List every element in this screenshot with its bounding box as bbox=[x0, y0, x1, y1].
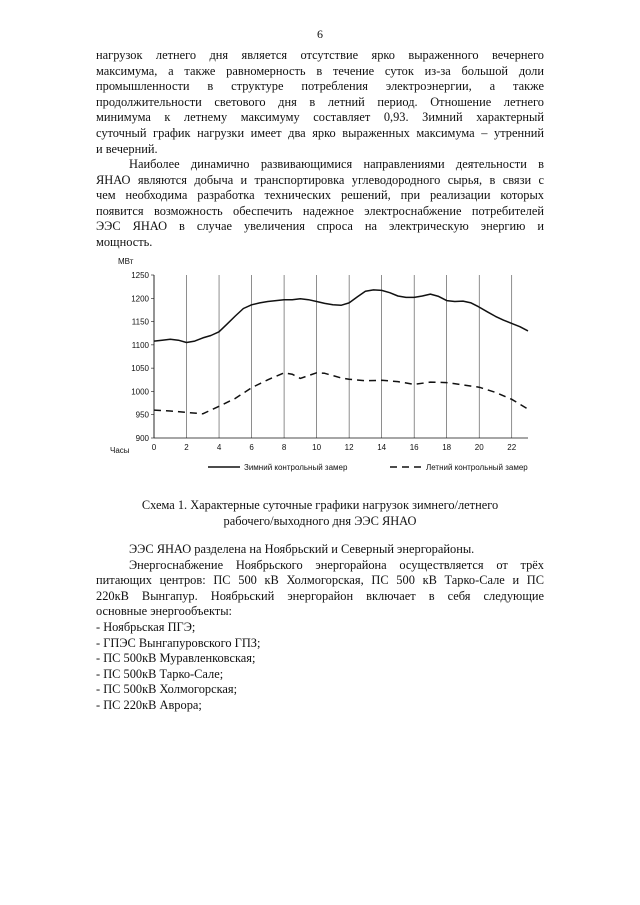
y-tick-label: 950 bbox=[135, 410, 149, 420]
x-tick-label: 20 bbox=[474, 443, 484, 452]
legend-label-winter: Зимний контрольный замер bbox=[244, 463, 348, 472]
series-lines bbox=[154, 290, 528, 414]
series-line-summer bbox=[154, 373, 528, 414]
caption-line: Схема 1. Характерные суточные графики нагрузок зимнего/летнего bbox=[141, 498, 499, 512]
y-tick-labels bbox=[131, 271, 154, 443]
x-tick-label: 16 bbox=[409, 443, 419, 452]
text-line: ЯНАО являются добыча и транспортировка углеводородного сырья, в связи с bbox=[96, 172, 544, 187]
y-tick-label: 900 bbox=[135, 434, 149, 443]
legend-label-summer: Летний контрольный замер bbox=[426, 463, 528, 472]
grid-lines bbox=[154, 275, 512, 438]
paragraph-3 bbox=[96, 542, 544, 714]
x-tick-labels bbox=[152, 443, 517, 452]
text-line: появится возможность обеспечить надежное электроснабжение потребителей bbox=[96, 203, 544, 218]
paragraph-1 bbox=[96, 48, 544, 157]
text-line: чем необходима разработка технических решений, при реализации которых bbox=[96, 188, 544, 203]
text-line: промышленности в структуре потребления электроэнергии, а также bbox=[96, 79, 544, 94]
text-line: мощность. bbox=[96, 234, 153, 249]
text-line: максимума, а также равномерность в течение суток из-за большой доли bbox=[96, 63, 544, 78]
text-line: суточный график нагрузки имеет два ярко выраженных максимума – утренний bbox=[96, 125, 544, 140]
text-line: ЭЭС ЯНАО в случае увеличения спроса на электрическую энергию и bbox=[96, 219, 544, 234]
paragraph-2 bbox=[96, 157, 544, 251]
x-tick-label: 6 bbox=[249, 443, 254, 452]
y-axis-label: МВт bbox=[118, 257, 134, 266]
x-tick-label: 2 bbox=[184, 443, 189, 452]
text-line: 220кВ Вынгапур. Ноябрьский энергорайон включает в себя следующие bbox=[96, 588, 544, 603]
text-line: нагрузок летнего дня является отсутствие ярко выраженного вечернего bbox=[96, 48, 544, 62]
x-tick-label: 8 bbox=[281, 443, 287, 452]
caption-line: рабочего/выходного дня ЭЭС ЯНАО bbox=[223, 514, 417, 528]
y-tick-label: 1250 bbox=[131, 271, 149, 280]
legend bbox=[208, 463, 528, 472]
text-line: минимума к летнему максимуму составляет 0,93. Зимний характерный bbox=[96, 110, 544, 125]
text-line: продолжительности светового дня в летний период. Отношение летнего bbox=[96, 94, 544, 109]
text-line: и вечерний. bbox=[96, 141, 158, 156]
y-tick-label: 1000 bbox=[131, 387, 149, 397]
text-line: питающих центров: ПС 500 кВ Холмогорская, ПС 500 кВ Тарко-Сале и ПС bbox=[96, 573, 544, 588]
text-line: ЭЭС ЯНАО разделена на Ноябрьский и Северный энергорайоны. bbox=[129, 542, 475, 556]
x-tick-label: 14 bbox=[377, 443, 387, 452]
list-item: - ПС 220кВ Аврора; bbox=[96, 697, 202, 712]
load-chart bbox=[110, 255, 560, 485]
x-tick-label: 12 bbox=[344, 443, 354, 452]
x-tick-label: 10 bbox=[312, 443, 322, 452]
page-number: 6 bbox=[317, 27, 323, 41]
y-tick-label: 1150 bbox=[131, 317, 149, 327]
text-line: основные энергообъекты: bbox=[96, 604, 232, 619]
list-item: - ПС 500кВ Муравленковская; bbox=[96, 651, 256, 666]
x-tick-label: 18 bbox=[442, 443, 452, 452]
list-item: - ГПЭС Вынгапуровского ГПЗ; bbox=[96, 635, 261, 650]
list-item: - ПС 500кВ Холмогорская; bbox=[96, 682, 238, 697]
text-line: Энергоснабжение Ноябрьского энергорайона осуществляется от трёх bbox=[129, 557, 544, 572]
text-line: Наиболее динамично развивающимися направлениями деятельности в bbox=[129, 157, 544, 171]
y-tick-label: 1200 bbox=[131, 294, 149, 304]
x-tick-label: 0 bbox=[151, 443, 157, 452]
y-tick-label: 1100 bbox=[131, 340, 149, 350]
x-tick-label: 4 bbox=[216, 443, 222, 452]
x-axis-label: Часы bbox=[110, 446, 130, 455]
list-item: - Ноябрьская ПГЭ; bbox=[96, 619, 196, 634]
figure-caption bbox=[0, 497, 640, 529]
y-tick-label: 1050 bbox=[131, 364, 149, 374]
list-item: - ПС 500кВ Тарко-Сале; bbox=[96, 666, 224, 681]
series-line-winter bbox=[154, 290, 528, 343]
x-tick-label: 22 bbox=[507, 443, 517, 452]
